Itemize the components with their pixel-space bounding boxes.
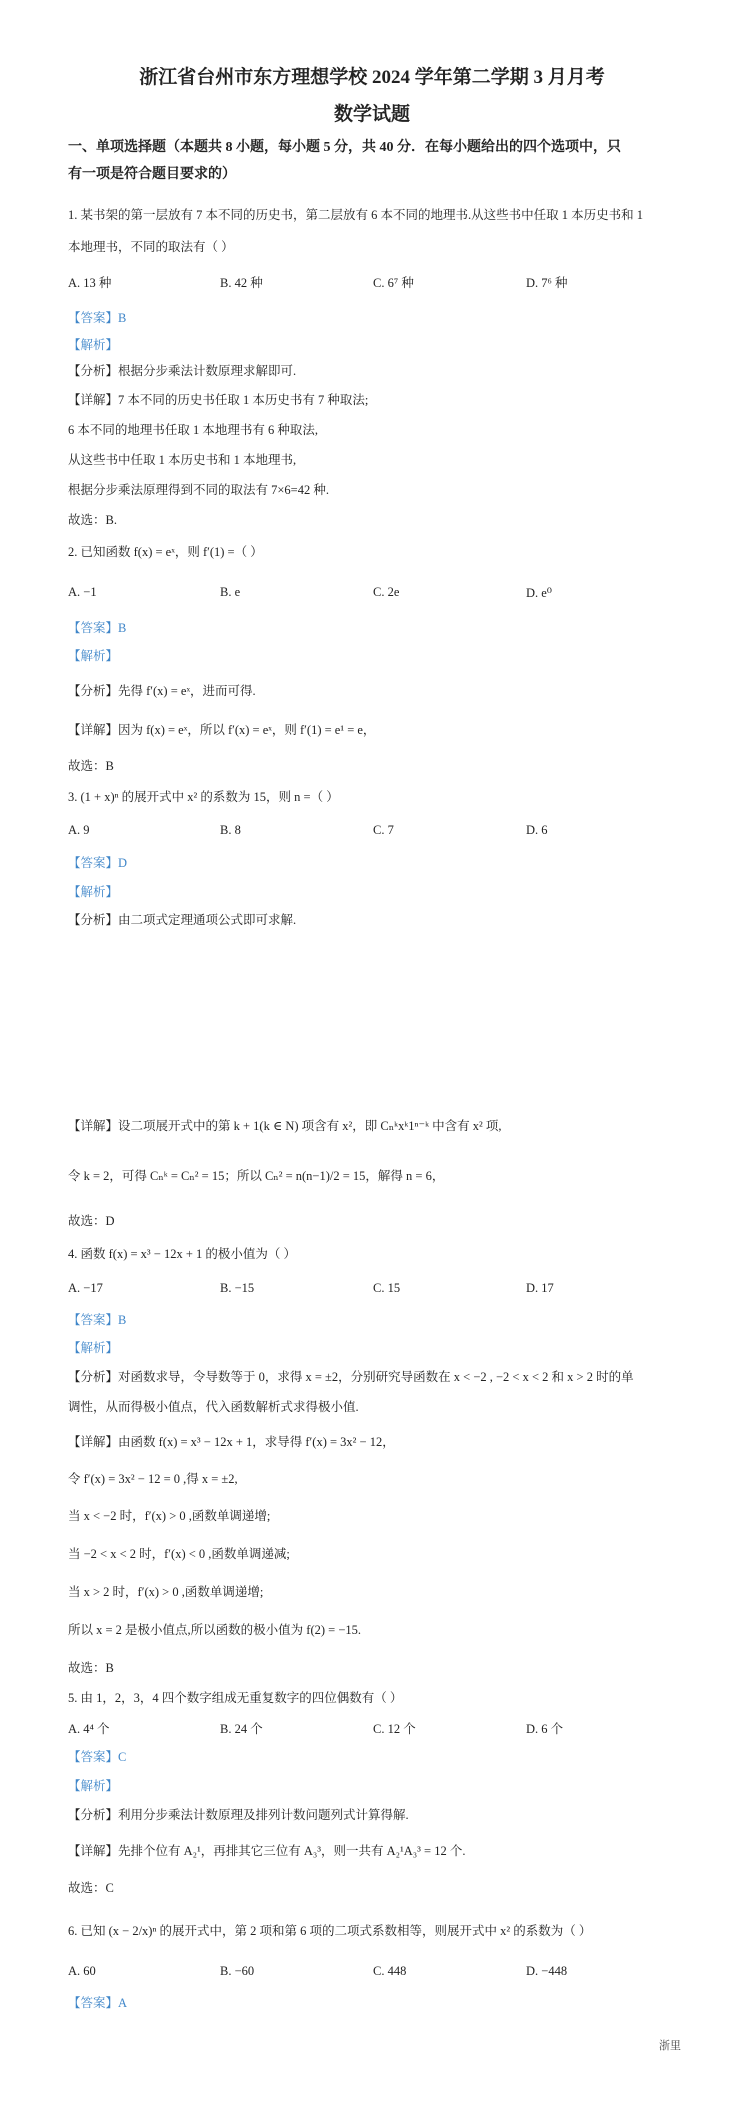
q2-jiexi: 【解析】 — [68, 649, 119, 663]
q1-detail-line: 6 本不同的地理书任取 1 本地理书有 6 种取法, — [68, 423, 319, 437]
q4-option-d: D. 17 — [526, 1281, 554, 1295]
q1-answer: 【答案】B — [68, 311, 127, 325]
q1-option-c: C. 6⁷ 种 — [373, 276, 414, 290]
exam-title: 浙江省台州市东方理想学校 2024 学年第二学期 3 月月考 — [139, 67, 605, 88]
q6-answer: 【答案】A — [68, 1996, 128, 2010]
section-heading-line1: 一、单项选择题（本题共 8 小题，每小题 5 分，共 40 分．在每小题给出的四个选项中，只 — [68, 140, 621, 155]
q5-option-d: D. 6 个 — [526, 1722, 564, 1736]
q2-option-d: D. e⁰ — [526, 586, 552, 600]
q5-detail: 【详解】先排个位有 A₂¹，再排其它三位有 A₃³，则一共有 A₂¹A₃³ = 12 个. — [68, 1844, 466, 1858]
q4-conclusion: 故选：B — [68, 1661, 114, 1675]
q1-jiexi: 【解析】 — [68, 338, 119, 352]
q1-options — [68, 273, 688, 291]
q4-stem: 4. 函数 f(x) = x³ − 12x + 1 的极小值为（ ） — [68, 1247, 297, 1261]
q5-conclusion: 故选：C — [68, 1881, 114, 1895]
q5-stem: 5. 由 1，2，3，4 四个数字组成无重复数字的四位偶数有（ ） — [68, 1691, 403, 1705]
q1-stem-line2: 本地理书，不同的取法有（ ） — [68, 240, 234, 254]
q4-detail-line: 当 −2 < x < 2 时，f′(x) < 0 ,函数单调递减; — [68, 1547, 290, 1561]
q3-option-c: C. 7 — [373, 823, 394, 837]
q1-stem-line1: 1. 某书架的第一层放有 7 本不同的历史书，第二层放有 6 本不同的地理书.从这些书中任取 1 本历史书和 1 — [68, 208, 644, 222]
q2-analysis: 【分析】先得 f′(x) = eˣ，进而可得. — [68, 684, 256, 698]
q1-detail-line: 【详解】7 本不同的历史书任取 1 本历史书有 7 种取法; — [68, 393, 369, 407]
q4-option-b: B. −15 — [220, 1281, 255, 1295]
q2-detail: 【详解】因为 f(x) = eˣ，所以 f′(x) = eˣ，则 f′(1) = e¹ = e， — [68, 723, 376, 737]
q3-option-a: A. 9 — [68, 823, 90, 837]
q5-jiexi: 【解析】 — [68, 1779, 119, 1793]
q3-option-b: B. 8 — [220, 823, 241, 837]
q3-conclusion: 故选：D — [68, 1214, 115, 1228]
q5-answer: 【答案】C — [68, 1750, 127, 1764]
q5-option-b: B. 24 个 — [220, 1722, 263, 1736]
page-footer: 浙里 — [659, 2040, 681, 2052]
q3-jiexi: 【解析】 — [68, 885, 119, 899]
q3-answer: 【答案】D — [68, 856, 128, 870]
q2-option-a: A. −1 — [68, 585, 97, 599]
q4-analysis-line1: 【分析】对函数求导，令导数等于 0，求得 x = ±2，分别研究导函数在 x < −2 , −2 < x < 2 和 x > 2 时的单 — [68, 1370, 634, 1384]
q4-detail-line: 当 x > 2 时，f′(x) > 0 ,函数单调递增; — [68, 1585, 264, 1599]
q5-option-c: C. 12 个 — [373, 1722, 416, 1736]
q2-option-b: B. e — [220, 585, 241, 599]
q4-detail-line: 令 f′(x) = 3x² − 12 = 0 ,得 x = ±2, — [68, 1472, 238, 1486]
q4-detail-line: 所以 x = 2 是极小值点,所以函数的极小值为 f(2) = −15. — [68, 1623, 362, 1637]
q3-detail-line2: 令 k = 2，可得 Cₙᵏ = Cₙ² = 15；所以 Cₙ² = n(n−1)/2 = 15，解得 n = 6， — [68, 1169, 445, 1183]
q1-detail-line: 从这些书中任取 1 本历史书和 1 本地理书, — [68, 453, 297, 467]
q1-conclusion: 故选：B. — [68, 513, 117, 527]
q4-answer: 【答案】B — [68, 1313, 127, 1327]
q1-option-b: B. 42 种 — [220, 276, 263, 290]
q1-detail-line: 根据分步乘法原理得到不同的取法有 7×6=42 种. — [68, 483, 329, 497]
q4-option-a: A. −17 — [68, 1281, 103, 1295]
q4-detail-line: 当 x < −2 时，f′(x) > 0 ,函数单调递增; — [68, 1509, 271, 1523]
q6-option-b: B. −60 — [220, 1964, 255, 1978]
q2-option-c: C. 2e — [373, 585, 400, 599]
q2-options — [68, 585, 688, 603]
q1-option-a: A. 13 种 — [68, 276, 112, 290]
section-heading-line2: 有一项是符合题目要求的） — [68, 167, 236, 182]
q6-option-a: A. 60 — [68, 1964, 96, 1978]
q1-analysis: 【分析】根据分步乘法计数原理求解即可. — [68, 364, 297, 378]
q6-option-d: D. −448 — [526, 1964, 568, 1978]
exam-subtitle: 数学试题 — [333, 104, 410, 125]
q4-detail-line: 【详解】由函数 f(x) = x³ − 12x + 1，求导得 f′(x) = 3x² − 12， — [68, 1435, 395, 1449]
q5-option-a: A. 4⁴ 个 — [68, 1722, 110, 1736]
q3-stem: 3. (1 + x)ⁿ 的展开式中 x² 的系数为 15，则 n =（ ） — [68, 790, 339, 804]
q1-option-d: D. 7⁶ 种 — [526, 276, 568, 290]
q6-option-c: C. 448 — [373, 1964, 407, 1978]
q6-stem: 6. 已知 (x − 2/x)ⁿ 的展开式中，第 2 项和第 6 项的二项式系数相等，则展开式中 x² 的系数为（ ） — [68, 1924, 592, 1938]
q3-options — [68, 823, 688, 841]
q4-analysis-line2: 调性，从而得极小值点，代入函数解析式求得极小值. — [68, 1400, 359, 1414]
q4-option-c: C. 15 — [373, 1281, 401, 1295]
q3-detail-line1: 【详解】设二项展开式中的第 k + 1(k ∈ N) 项含有 x²，即 Cₙᵏxᵏ1ⁿ⁻ᵏ 中含有 x² 项, — [68, 1119, 502, 1133]
q3-option-d: D. 6 — [526, 823, 548, 837]
q2-answer: 【答案】B — [68, 621, 127, 635]
q3-analysis: 【分析】由二项式定理通项公式即可求解. — [68, 913, 297, 927]
q6-options — [68, 1964, 688, 1982]
q2-conclusion: 故选：B — [68, 759, 114, 773]
q5-options — [68, 1719, 688, 1737]
q4-options — [68, 1281, 688, 1299]
q5-analysis: 【分析】利用分步乘法计数原理及排列计数问题列式计算得解. — [68, 1808, 409, 1822]
q2-stem: 2. 已知函数 f(x) = eˣ，则 f′(1) =（ ） — [68, 545, 263, 559]
q4-jiexi: 【解析】 — [68, 1341, 119, 1355]
